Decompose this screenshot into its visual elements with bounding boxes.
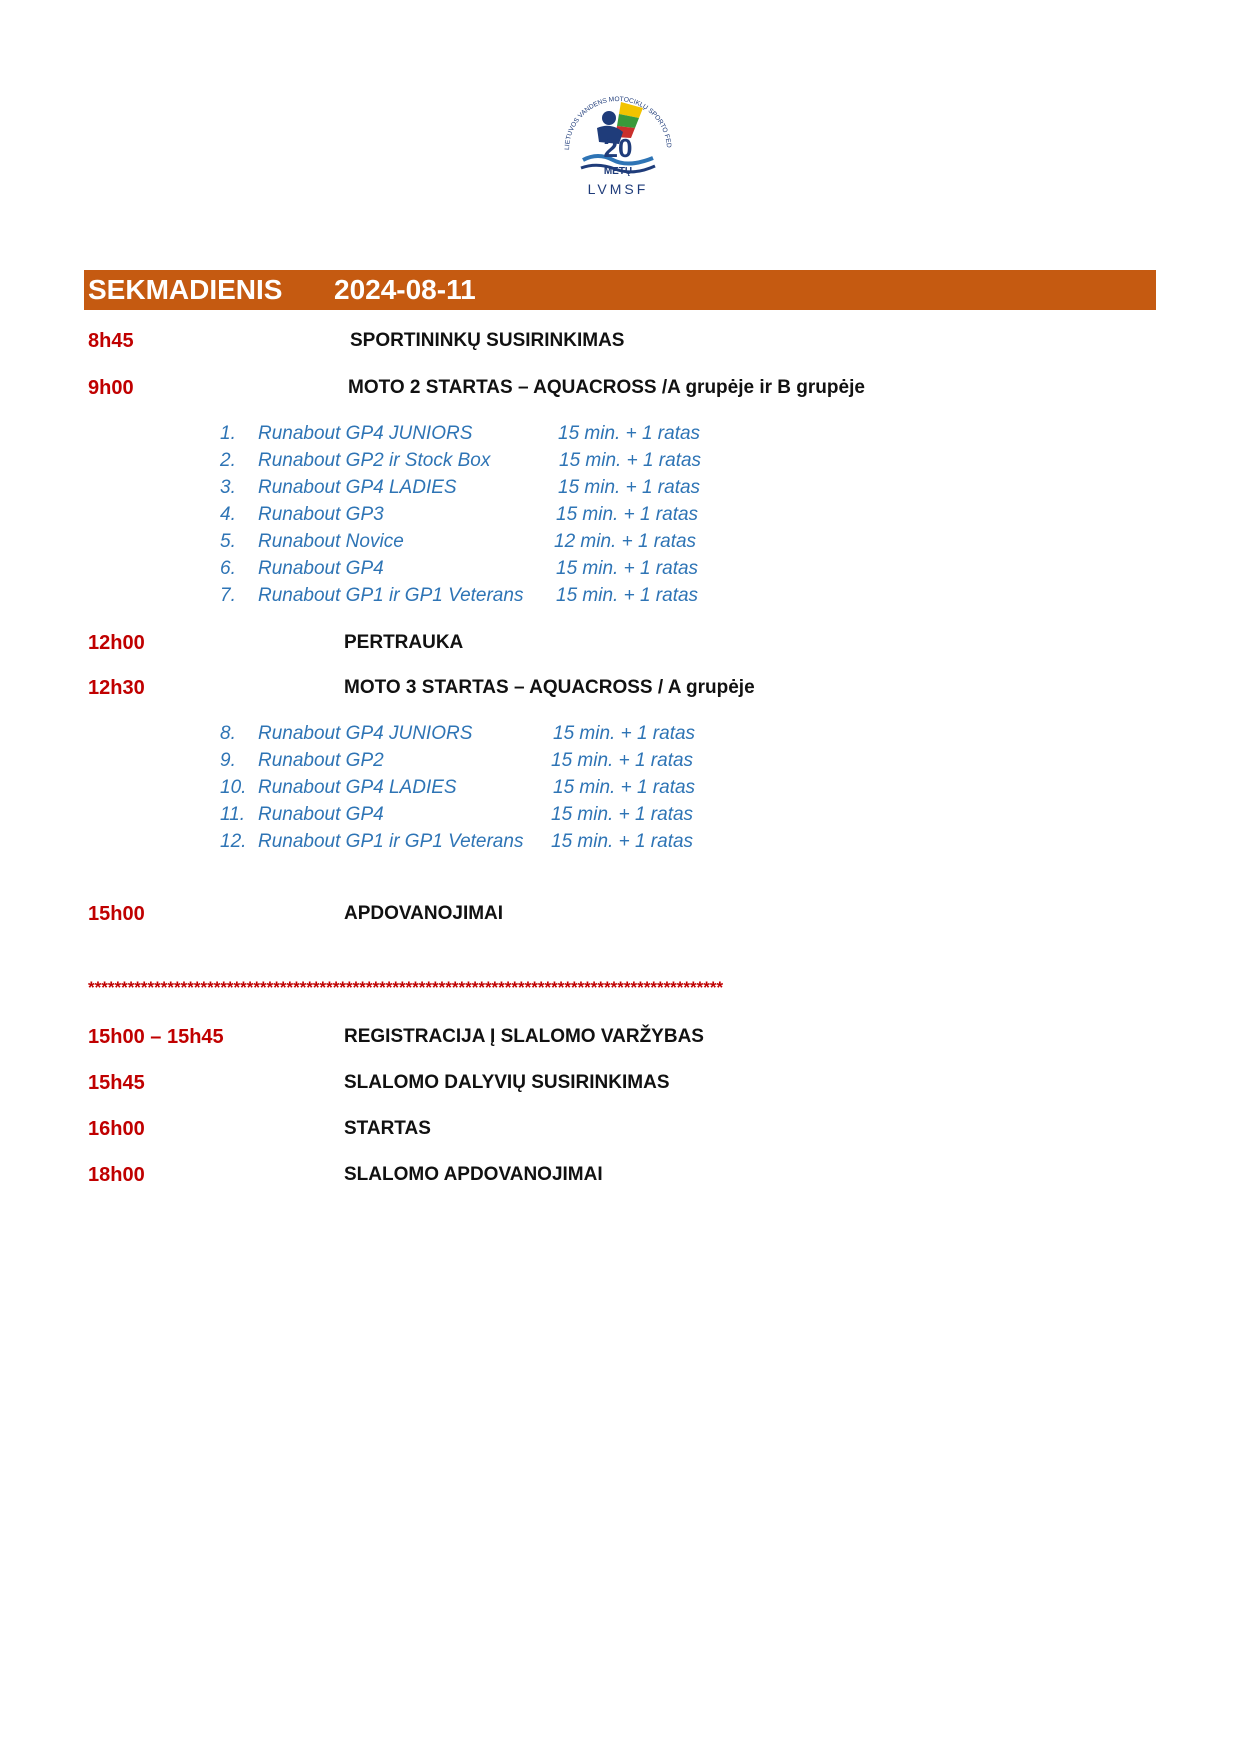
schedule-row — [0, 326, 1240, 356]
schedule-time: 12h30 — [88, 677, 145, 699]
race-item — [0, 828, 1240, 855]
race-class: Runabout GP4 JUNIORS — [258, 723, 473, 744]
logo-abbr: LVMSF — [587, 181, 649, 197]
schedule-event: MOTO 2 STARTAS – AQUACROSS /A grupėje ir B grupėje — [348, 377, 865, 398]
race-item — [0, 720, 1240, 747]
race-duration: 15 min. + 1 ratas — [559, 450, 702, 471]
slalom-row — [0, 1114, 1240, 1144]
race-class: Runabout Novice — [258, 531, 404, 552]
race-item — [0, 420, 1240, 447]
schedule-time: 15h00 — [88, 903, 145, 925]
race-duration: 15 min. + 1 ratas — [553, 777, 696, 798]
race-number: 11. — [220, 804, 246, 825]
race-number: 3. — [220, 477, 236, 498]
schedule-event: PERTRAUKA — [344, 632, 464, 653]
schedule-time: 8h45 — [88, 330, 134, 352]
race-duration: 15 min. + 1 ratas — [551, 804, 694, 825]
race-item — [0, 801, 1240, 828]
race-item — [0, 474, 1240, 501]
schedule-row — [0, 373, 1240, 403]
day-header-bar — [84, 270, 1156, 310]
slalom-time: 16h00 — [88, 1118, 145, 1140]
logo-years-word: METŲ — [603, 166, 633, 177]
slalom-time: 15h00 – 15h45 — [88, 1026, 224, 1048]
race-number: 2. — [220, 450, 236, 471]
race-class: Runabout GP4 LADIES — [258, 477, 457, 498]
race-number: 6. — [220, 558, 236, 579]
race-duration: 15 min. + 1 ratas — [558, 423, 701, 444]
schedule-row — [0, 628, 1240, 658]
day-name: SEKMADIENIS — [88, 274, 283, 305]
race-item — [0, 447, 1240, 474]
schedule-event: MOTO 3 STARTAS – AQUACROSS / A grupėje — [344, 677, 755, 698]
race-class: Runabout GP4 LADIES — [258, 777, 457, 798]
race-class: Runabout GP4 — [258, 804, 384, 825]
race-number: 5. — [220, 531, 236, 552]
slalom-event: SLALOMO DALYVIŲ SUSIRINKIMAS — [344, 1072, 670, 1093]
slalom-event: SLALOMO APDOVANOJIMAI — [344, 1164, 603, 1185]
logo-ring-text: LIETUVOS VANDENS MOTOCIKLŲ SPORTO FED — [563, 95, 672, 151]
race-duration: 15 min. + 1 ratas — [556, 585, 699, 606]
race-item — [0, 582, 1240, 609]
race-duration: 15 min. + 1 ratas — [551, 831, 694, 852]
lvmsf-logo-emblem — [553, 82, 683, 212]
race-duration: 15 min. + 1 ratas — [553, 723, 696, 744]
race-class: Runabout GP2 ir Stock Box — [258, 450, 491, 471]
slalom-time: 15h45 — [88, 1072, 145, 1094]
race-item — [0, 555, 1240, 582]
schedule-time: 9h00 — [88, 377, 134, 399]
race-class: Runabout GP4 JUNIORS — [258, 423, 473, 444]
race-duration: 15 min. + 1 ratas — [558, 477, 701, 498]
race-number: 8. — [220, 723, 236, 744]
race-item — [0, 501, 1240, 528]
race-number: 7. — [220, 585, 236, 606]
race-item — [0, 747, 1240, 774]
race-number: 12. — [220, 831, 247, 852]
race-class: Runabout GP2 — [258, 750, 384, 771]
schedule-row — [0, 673, 1240, 703]
slalom-row — [0, 1068, 1240, 1098]
race-item — [0, 774, 1240, 801]
logo-years-number: 20 — [603, 133, 633, 163]
race-duration: 15 min. + 1 ratas — [551, 750, 694, 771]
race-item — [0, 528, 1240, 555]
slalom-time: 18h00 — [88, 1164, 145, 1186]
schedule-event: SPORTININKŲ SUSIRINKIMAS — [350, 330, 625, 351]
slalom-row — [0, 1160, 1240, 1190]
race-number: 9. — [220, 750, 236, 771]
race-class: Runabout GP3 — [258, 504, 384, 525]
lvmsf-logo — [553, 82, 683, 212]
schedule-event: APDOVANOJIMAI — [344, 903, 504, 924]
schedule-time: 12h00 — [88, 632, 145, 654]
slalom-event: STARTAS — [344, 1118, 431, 1139]
race-number: 1. — [220, 423, 236, 444]
race-duration: 15 min. + 1 ratas — [556, 504, 699, 525]
schedule-row — [0, 899, 1240, 929]
race-number: 4. — [220, 504, 236, 525]
race-duration: 12 min. + 1 ratas — [554, 531, 697, 552]
race-class: Runabout GP1 ir GP1 Veterans — [258, 831, 524, 852]
day-date: 2024-08-11 — [334, 274, 476, 305]
slalom-event: REGISTRACIJA Į SLALOMO VARŽYBAS — [344, 1026, 704, 1047]
race-duration: 15 min. + 1 ratas — [556, 558, 699, 579]
race-class: Runabout GP1 ir GP1 Veterans — [258, 585, 524, 606]
asterisk-divider: ************************************************************************************************ — [88, 978, 724, 997]
slalom-row — [0, 1022, 1240, 1052]
race-number: 10. — [220, 777, 247, 798]
race-class: Runabout GP4 — [258, 558, 384, 579]
